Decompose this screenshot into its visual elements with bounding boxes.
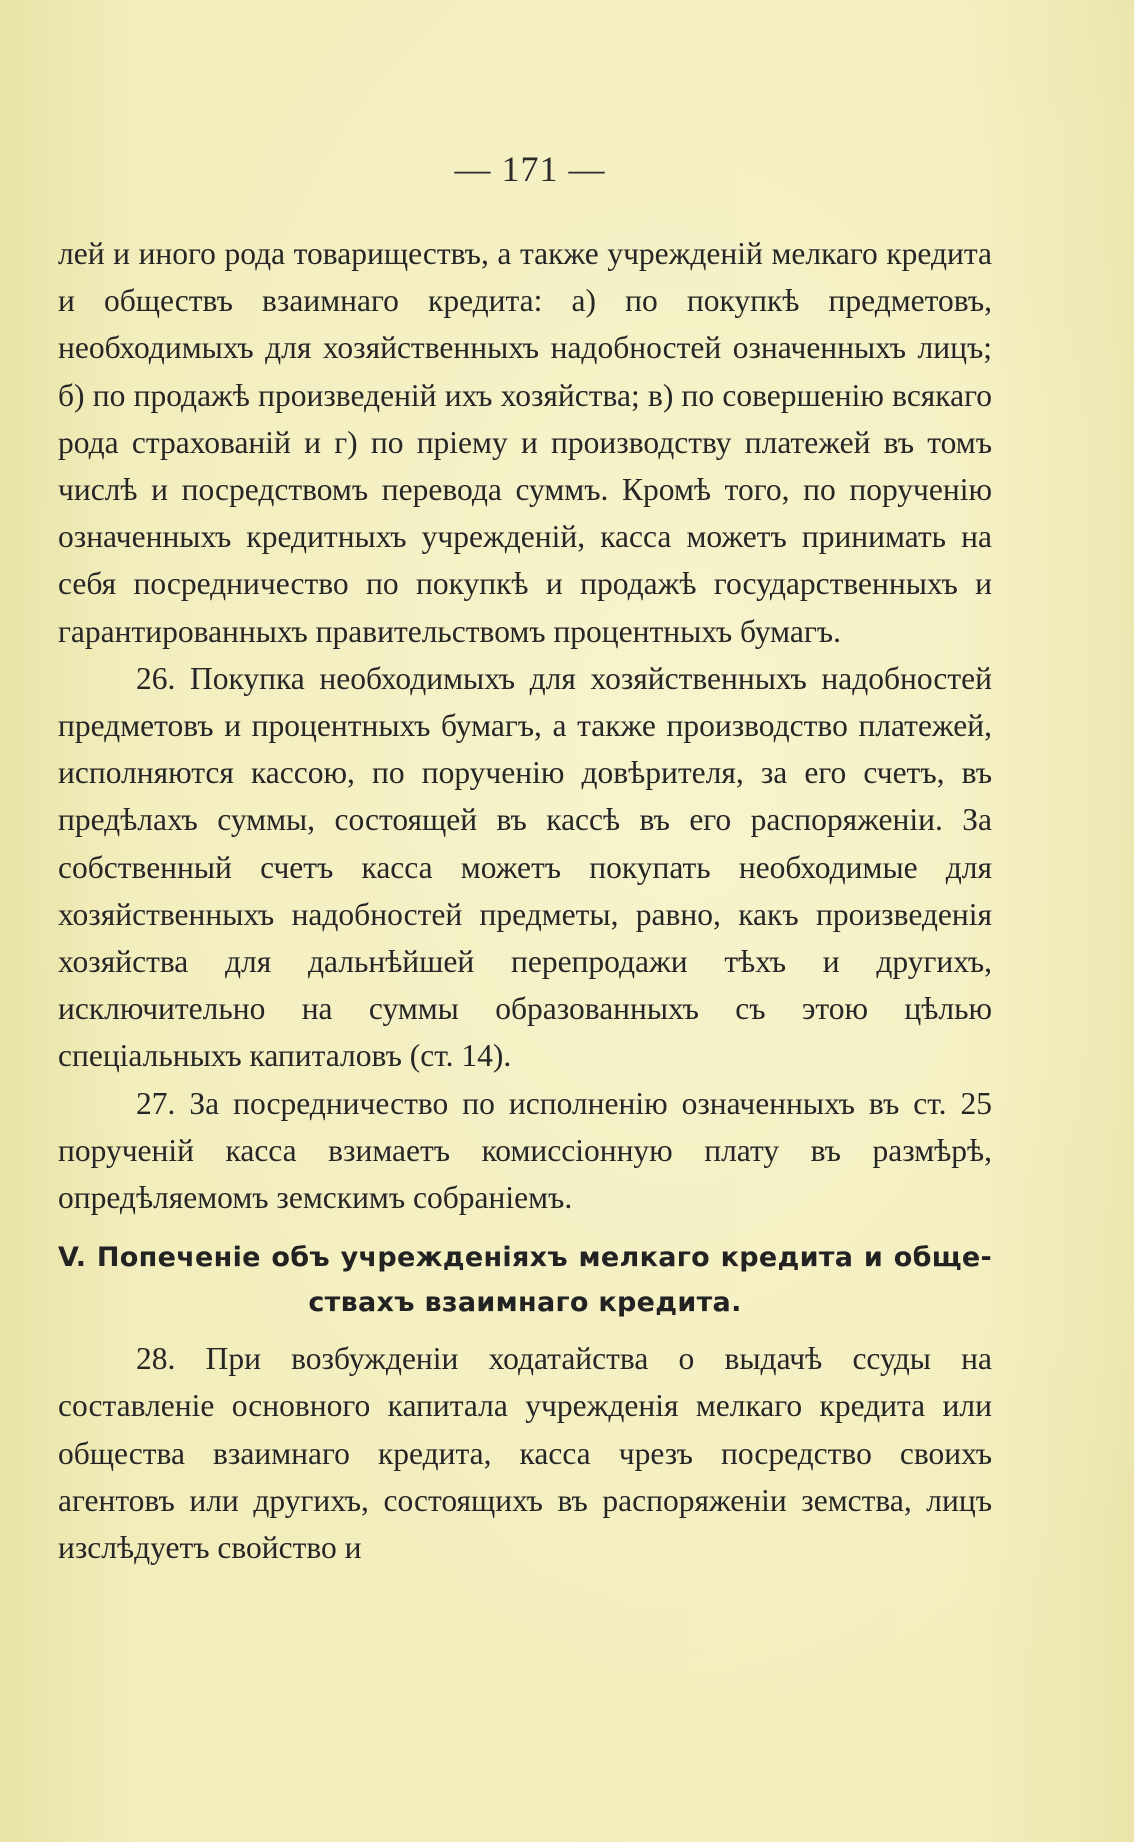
page-body [58, 230, 992, 1571]
page-number: — 171 — [454, 149, 606, 189]
paragraph-article-28: 28. При возбужденіи ходатайства о выдачѣ ссуды на составленіе основного капитала учрежденія мелкаго кредита или общества взаимнаго кредита, касса чрезъ посредство своихъ агентовъ или другихъ, состоящихъ въ распоряженіи земства, лицъ изслѣдуетъ свойство и [58, 1341, 992, 1566]
paragraph-article-27: 27. За посредничество по исполненію означенныхъ въ ст. 25 порученій касса взимаетъ комиссіонную плату въ размѣрѣ, опредѣляемомъ земскимъ собраніемъ. [58, 1085, 992, 1216]
section-heading-line-1: V. Попеченіе объ учрежденіяхъ мелкаго кредита и обще- [58, 1242, 992, 1274]
paragraph-article-26: 26. Покупка необходимыхъ для хозяйственныхъ надобностей предметовъ и процентныхъ бумагъ, а также производство платежей, исполняются кассою, по порученію довѣрителя, за его счетъ, въ предѣлахъ суммы, состоящей въ кассѣ въ его распоряженіи. За собственный счетъ касса можетъ покупать необходимые для хозяйственныхъ надобностей предметы, равно, какъ произведенія хозяйства для дальнѣйшей перепродажи тѣхъ и другихъ, исключительно на суммы образованныхъ съ этою цѣлью спеціальныхъ капиталовъ (ст. 14). [58, 660, 992, 1074]
paragraph-continued: лей и иного рода товариществъ, а также учрежденій мелкаго кредита и обществъ взаимнаго кредита: а) по покупкѣ предметовъ, необходимыхъ для хозяйственныхъ надобностей означенныхъ лицъ; б) по продажѣ произведеній ихъ хозяйства; в) по совершенію всякаго рода страхованій и г) по пріему и производству платежей въ томъ числѣ и посредствомъ перевода суммъ. Кромѣ того, по порученію означенныхъ кредитныхъ учрежденій, касса можетъ принимать на себя посредничество по покупкѣ и продажѣ государственныхъ и гарантированныхъ правительствомъ процентныхъ бумагъ. [58, 236, 992, 649]
section-heading-line-2: ствахъ взаимнаго кредита. [308, 1287, 742, 1319]
section-heading [58, 1235, 992, 1325]
